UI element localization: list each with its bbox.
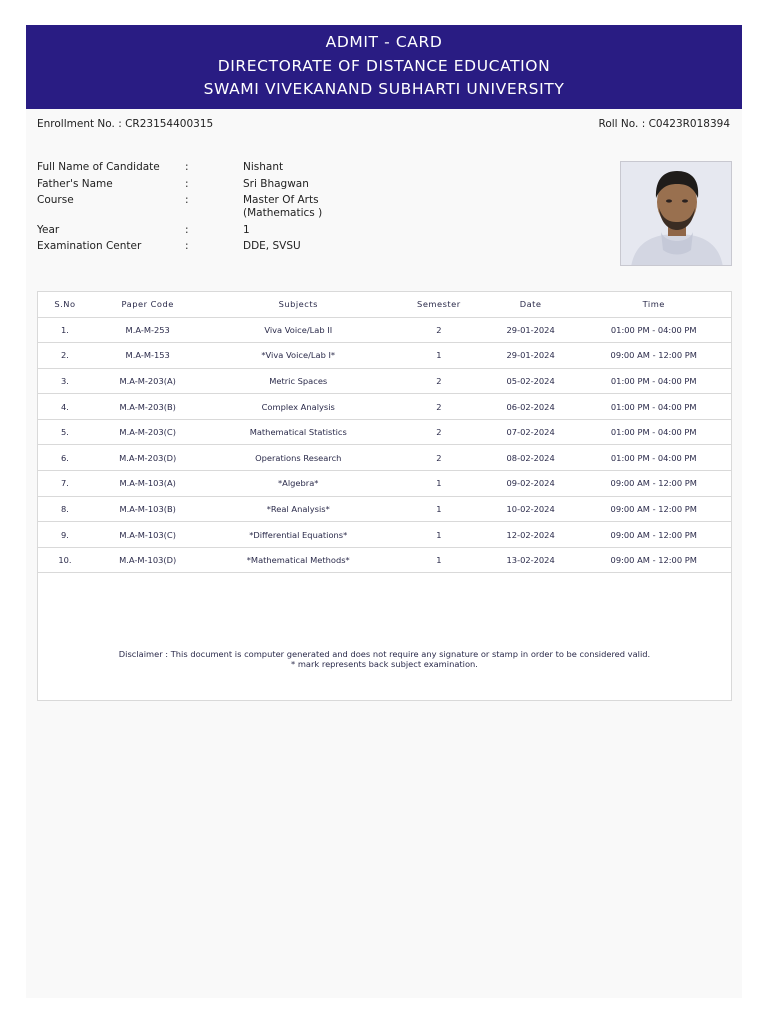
cell-subject: Operations Research [204, 445, 393, 471]
col-paper-code: Paper Code [92, 292, 204, 317]
cell-date: 06-02-2024 [485, 394, 577, 420]
cell-semester: 1 [393, 343, 485, 369]
col-semester: Semester [393, 292, 485, 317]
header-university: SWAMI VIVEKANAND SUBHARTI UNIVERSITY [203, 80, 565, 98]
cell-paper-code: M.A-M-103(B) [92, 496, 204, 522]
table-row [38, 343, 731, 369]
name-separator: : [185, 161, 189, 173]
table-row [38, 496, 731, 522]
cell-sno: 5. [38, 419, 92, 445]
cell-paper-code: M.A-M-153 [92, 343, 204, 369]
table-row [38, 419, 731, 445]
cell-date: 10-02-2024 [485, 496, 577, 522]
cell-semester: 1 [393, 547, 485, 573]
cell-subject: *Differential Equations* [204, 522, 393, 548]
father-separator: : [185, 177, 189, 190]
cell-paper-code: M.A-M-203(B) [92, 394, 204, 420]
cell-sno: 4. [38, 394, 92, 420]
cell-semester: 1 [393, 496, 485, 522]
header-title: ADMIT - CARD [325, 33, 443, 51]
cell-time: 09:00 AM - 12:00 PM [576, 471, 731, 497]
cell-paper-code: M.A-M-103(C) [92, 522, 204, 548]
cell-sno: 6. [38, 445, 92, 471]
name-label: Full Name of Candidate [37, 161, 160, 173]
cell-paper-code: M.A-M-103(A) [92, 471, 204, 497]
exam-schedule-panel [37, 291, 732, 701]
table-row [38, 394, 731, 420]
cell-semester: 1 [393, 471, 485, 497]
table-row [38, 547, 731, 573]
cell-date: 08-02-2024 [485, 445, 577, 471]
cell-paper-code: M.A-M-203(D) [92, 445, 204, 471]
cell-sno: 3. [38, 368, 92, 394]
cell-sno: 9. [38, 522, 92, 548]
candidate-details [37, 161, 443, 257]
detail-row-year [37, 224, 443, 237]
cell-time: 01:00 PM - 04:00 PM [576, 317, 731, 343]
course-value-line2: (Mathematics ) [243, 207, 323, 219]
detail-row-name [37, 161, 443, 174]
cell-date: 12-02-2024 [485, 522, 577, 548]
cell-sno: 7. [38, 471, 92, 497]
table-row [38, 471, 731, 497]
table-header-row [38, 292, 731, 317]
cell-sno: 2. [38, 343, 92, 369]
cell-semester: 2 [393, 394, 485, 420]
cell-date: 13-02-2024 [485, 547, 577, 573]
cell-sno: 10. [38, 547, 92, 573]
cell-date: 05-02-2024 [485, 368, 577, 394]
exam-schedule-table [38, 292, 731, 573]
cell-date: 29-01-2024 [485, 343, 577, 369]
course-separator: : [185, 194, 189, 206]
cell-paper-code: M.A-M-253 [92, 317, 204, 343]
cell-time: 01:00 PM - 04:00 PM [576, 445, 731, 471]
cell-date: 09-02-2024 [485, 471, 577, 497]
course-value [243, 194, 443, 220]
roll-number: Roll No. : C0423R018394 [598, 118, 730, 130]
admit-card-header [26, 25, 742, 109]
year-label: Year [37, 223, 60, 236]
col-sno: S.No [38, 292, 92, 317]
name-value: Nishant [243, 161, 284, 173]
cell-semester: 2 [393, 317, 485, 343]
course-label: Course [37, 194, 74, 206]
cell-sno: 1. [38, 317, 92, 343]
detail-row-course [37, 194, 443, 220]
disclaimer [38, 650, 731, 669]
cell-sno: 8. [38, 496, 92, 522]
candidate-photo-icon [621, 162, 732, 266]
col-date: Date [485, 292, 577, 317]
table-row [38, 522, 731, 548]
cell-semester: 1 [393, 522, 485, 548]
header-directorate: DIRECTORATE OF DISTANCE EDUCATION [217, 56, 551, 75]
year-separator: : [185, 223, 189, 236]
cell-subject: *Mathematical Methods* [204, 547, 393, 573]
cell-subject: Complex Analysis [204, 394, 393, 420]
cell-subject: Metric Spaces [204, 368, 393, 394]
course-value-line1: Master Of Arts [243, 194, 319, 206]
cell-semester: 2 [393, 445, 485, 471]
cell-time: 01:00 PM - 04:00 PM [576, 394, 731, 420]
cell-subject: *Viva Voice/Lab I* [204, 343, 393, 369]
cell-semester: 2 [393, 368, 485, 394]
id-row [37, 118, 730, 130]
cell-time: 09:00 AM - 12:00 PM [576, 522, 731, 548]
cell-time: 09:00 AM - 12:00 PM [576, 496, 731, 522]
cell-date: 07-02-2024 [485, 419, 577, 445]
cell-time: 09:00 AM - 12:00 PM [576, 547, 731, 573]
candidate-photo [620, 161, 732, 266]
table-row [38, 368, 731, 394]
cell-subject: *Algebra* [204, 471, 393, 497]
detail-row-center [37, 240, 443, 253]
cell-time: 01:00 PM - 04:00 PM [576, 368, 731, 394]
cell-time: 09:00 AM - 12:00 PM [576, 343, 731, 369]
cell-date: 29-01-2024 [485, 317, 577, 343]
cell-paper-code: M.A-M-203(C) [92, 419, 204, 445]
center-label: Examination Center [37, 240, 142, 252]
father-label: Father's Name [37, 177, 113, 190]
cell-semester: 2 [393, 419, 485, 445]
cell-time: 01:00 PM - 04:00 PM [576, 419, 731, 445]
col-time: Time [576, 292, 731, 317]
enrollment-number: Enrollment No. : CR23154400315 [37, 118, 214, 130]
detail-row-father [37, 178, 443, 191]
cell-subject: Viva Voice/Lab II [204, 317, 393, 343]
cell-paper-code: M.A-M-203(A) [92, 368, 204, 394]
center-separator: : [185, 240, 189, 252]
father-value: Sri Bhagwan [243, 177, 309, 190]
col-subjects: Subjects [204, 292, 393, 317]
table-row [38, 317, 731, 343]
center-value: DDE, SVSU [243, 240, 301, 252]
disclaimer-text: Disclaimer : This document is computer generated and does not require any signature or stamp in order to be considered valid. [118, 649, 651, 659]
back-subject-note: * mark represents back subject examination. [291, 658, 478, 669]
table-row [38, 445, 731, 471]
cell-subject: *Real Analysis* [204, 496, 393, 522]
cell-paper-code: M.A-M-103(D) [92, 547, 204, 573]
year-value: 1 [243, 223, 250, 236]
cell-subject: Mathematical Statistics [204, 419, 393, 445]
admit-card-page [26, 25, 742, 998]
